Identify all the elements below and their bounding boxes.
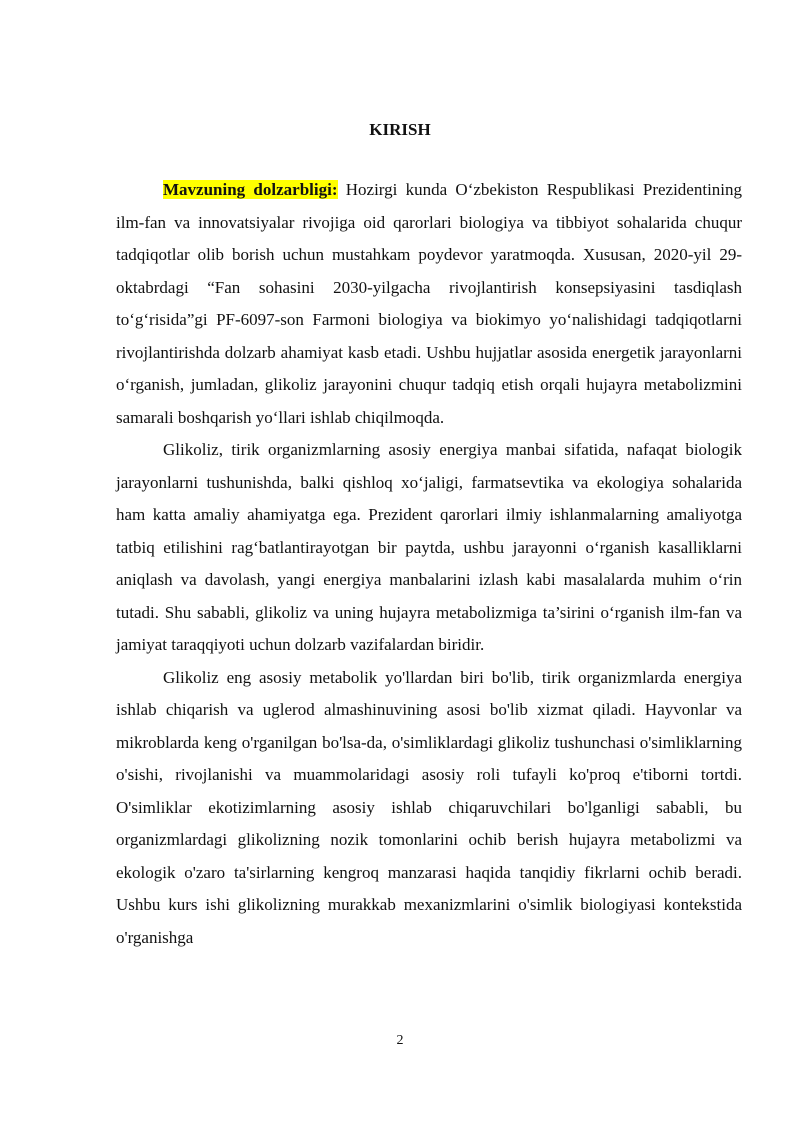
paragraph-relevance-text: Hozirgi kunda O‘zbekiston Respublikasi Prezidentining ilm-fan va innovatsiyalar rivojiga oid qarorlari biologiya va tibbiyot sohalarida chuqur tadqiqotlar olib borish uchun mustahkam poydevor yaratmoqda. Xususan, 2020-yil 29-oktabrdagi “Fan sohasini 2030-yilgacha rivojlantirish konsepsiyasini tasdiqlash to‘g‘risida”gi PF-6097-son Farmoni biologiya va biokimyo yo‘nalishidagi tadqiqotlarni rivojlantirishda dolzarb ahamiyat kasb etadi. Ushbu hujjatlar asosida energetik jarayonlarni o‘rganish, jumladan, glikoliz jarayonini chuqur tadqiq etish orqali hujayra metabolizmini samarali boshqarish yo‘llari ishlab chiqilmoqda. — [116, 180, 743, 427]
paragraph-glycolysis-plants: Glikoliz eng asosiy metabolik yo'llardan biri bo'lib, tirik organizmlarda energiya ishlab chiqarish va uglerod almashinuvining asosi bo'lib xizmat qiladi. Hayvonlar va mikroblarda keng o'rganilgan bo'lsa-da, o'simliklardagi glikoliz tushunchasi o'simliklarning o'sishi, rivojlanishi va muammolaridagi asosiy roli tufayli ko'proq e'tiborni tortdi. O'simliklar ekotizimlarning asosiy ishlab chiqaruvchilari bo'lganligi sababli, bu organizmlardagi glikolizning nozik tomonlarini ochib berish hujayra metabolizmi va ekologik o'zaro ta'sirlarning kengroq manzarasi haqida tanqidiy fikrlarni ochib beradi. Ushbu kurs ishi glikolizning murakkab mexanizmlarini o'simlik biologiyasi kontekstida o'rganishga — [116, 667, 742, 947]
paragraph-relevance — [116, 174, 742, 434]
paragraph-glycolysis-importance: Glikoliz, tirik organizmlarning asosiy energiya manbai sifatida, nafaqat biologik jarayonlarni tushunishda, balki qishloq xo‘jaligi, farmatsevtika va ekologiya sohalarida ham katta amaliy ahamiyatga ega. Prezident qarorlari ilmiy ishlanmalarning amaliyotga tatbiq etilishini rag‘batlantirayotgan bir paytda, ushbu jarayonni o‘rganish kasalliklarni aniqlash va davolash, yangi energiya manbalarini izlash kabi masalalarda muhim o‘rin tutadi. Shu sababli, glikoliz va uning hujayra metabolizmiga ta’sirini o‘rganish ilm-fan va jamiyat taraqqiyoti uchun dolzarb vazifalardan biridir. — [116, 440, 742, 654]
page-title: KIRISH — [369, 120, 431, 139]
document-body — [116, 174, 742, 954]
page-number: 2 — [396, 1033, 404, 1048]
highlighted-heading: Mavzuning dolzarbligi: — [163, 180, 338, 199]
